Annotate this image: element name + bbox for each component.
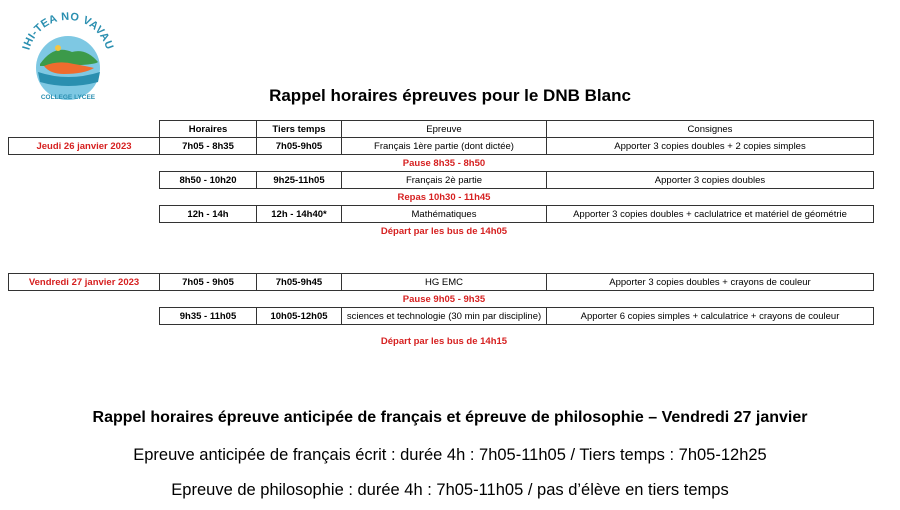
table-row: Jeudi 26 janvier 2023 7h05 - 8h35 7h05-9h05 Français 1ère partie (dont dictée) Apporter 3 copies doubles + 2 copies simples <box>9 138 874 155</box>
page-title: Rappel horaires épreuves pour le DNB Blanc <box>269 86 631 105</box>
pause-row <box>9 155 874 172</box>
repas-row <box>9 189 874 206</box>
col-horaires: Horaires <box>160 121 257 138</box>
day1-label: Jeudi 26 janvier 2023 <box>9 138 160 155</box>
col-consignes: Consignes <box>547 121 874 138</box>
depart-row <box>9 223 874 240</box>
day2-pause: Pause 9h05 - 9h35 <box>402 293 486 305</box>
day2-depart: Départ par les bus de 14h15 <box>380 335 508 347</box>
francais-line: Epreuve anticipée de français écrit : durée 4h : 7h05-11h05 / Tiers temps : 7h05-12h25 <box>133 446 767 464</box>
day2-label: Vendredi 27 janvier 2023 <box>9 274 160 291</box>
day1-depart: Départ par les bus de 14h05 <box>380 225 508 237</box>
depart-row <box>9 333 874 349</box>
pause-row <box>9 291 874 308</box>
table-row: 12h - 14h 12h - 14h40* Mathématiques Apporter 3 copies doubles + caclulatrice et matériel de géométrie <box>9 206 874 223</box>
logo-top-text: IHI-TEA NO VAVAU <box>20 10 116 52</box>
philosophie-line: Epreuve de philosophie : durée 4h : 7h05-11h05 / pas d’élève en tiers temps <box>171 481 729 499</box>
bottom-heading: Rappel horaires épreuve anticipée de français et épreuve de philosophie – Vendredi 27 janvier <box>92 409 808 426</box>
table-row: Vendredi 27 janvier 2023 7h05 - 9h05 7h05-9h45 HG EMC Apporter 3 copies doubles + crayons de couleur <box>9 274 874 291</box>
table-row: 8h50 - 10h20 9h25-11h05 Français 2è partie Apporter 3 copies doubles <box>9 172 874 189</box>
header-row <box>9 121 874 138</box>
day1-pause: Pause 8h35 - 8h50 <box>402 157 486 169</box>
day1-repas: Repas 10h30 - 11h45 <box>397 191 491 203</box>
schedule-table <box>8 120 874 349</box>
table-row: 9h35 - 11h05 10h05-12h05 sciences et technologie (30 min par discipline) Apporter 6 copies simples + calculatrice + crayons de couleur <box>9 308 874 325</box>
logo-bottom-text: COLLEGE LYCEE <box>40 94 96 101</box>
col-tiers-temps: Tiers temps <box>257 121 342 138</box>
col-epreuve: Epreuve <box>342 121 547 138</box>
